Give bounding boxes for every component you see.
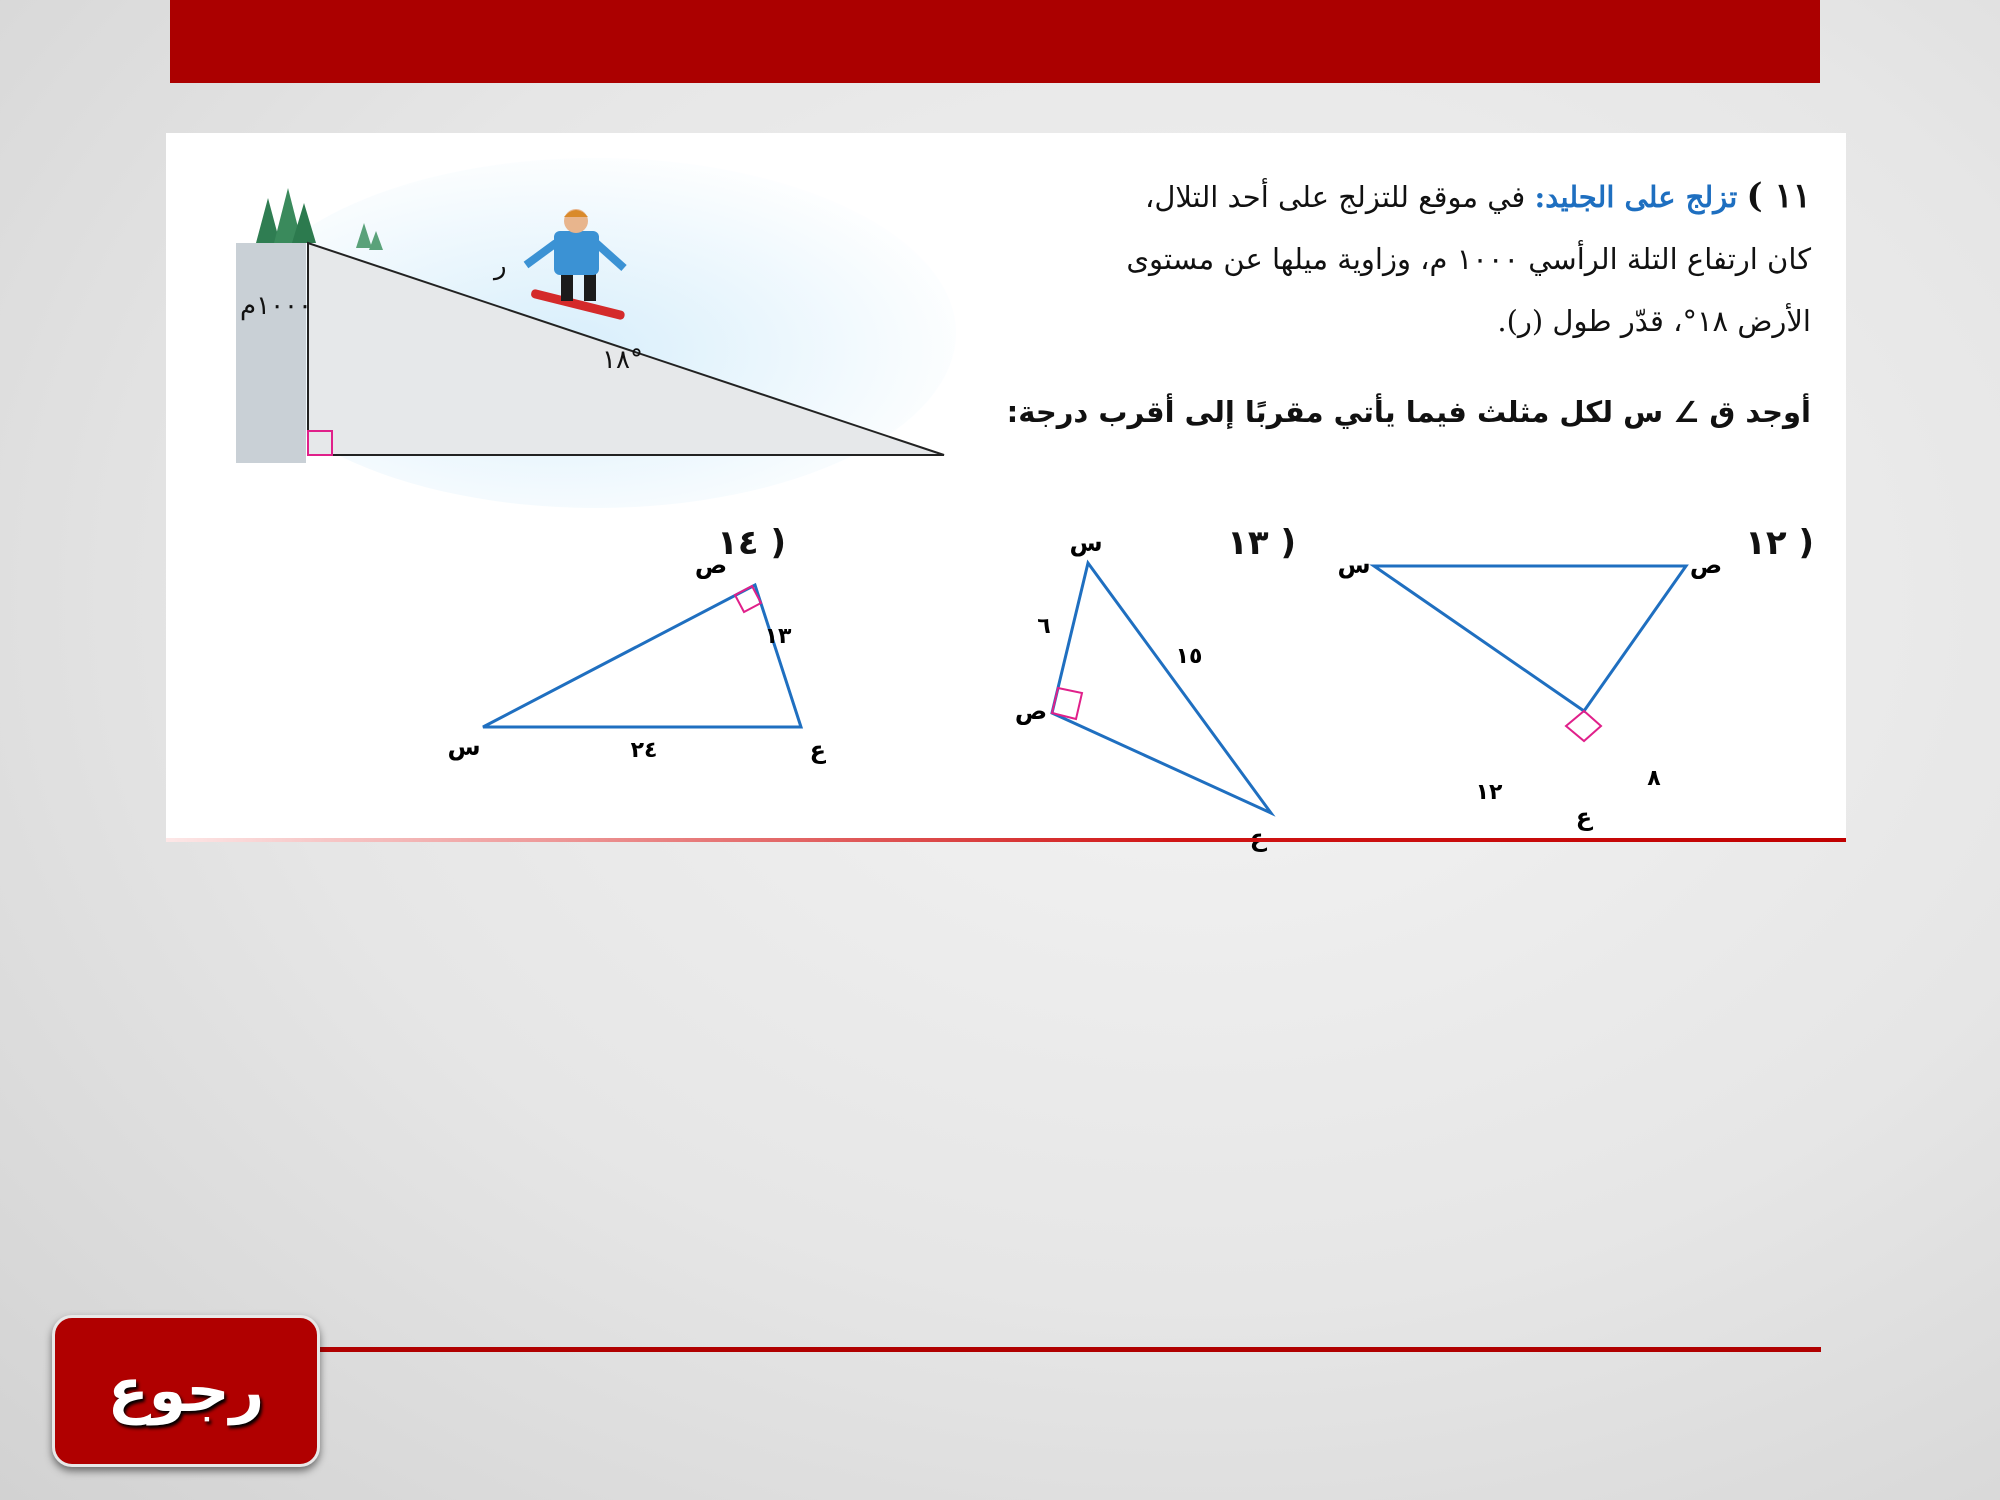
- problem-11-line-3: الأرض ١٨°، قدّر طول (ر).: [1497, 304, 1811, 338]
- ski-slope-figure: [236, 153, 956, 533]
- triangle-14-vertex-s: ص: [694, 551, 728, 579]
- content-panel: [166, 133, 1846, 840]
- triangle-14-side-13: ١٣: [764, 624, 792, 649]
- problem-11-line-1: في موقع للتزلج على أحد التلال،: [1144, 180, 1526, 214]
- back-button-label: رجوع: [107, 1356, 265, 1426]
- problem-11-title: تزلج على الجليد:: [1534, 180, 1738, 214]
- triangle-13-vertex-x: س: [1069, 529, 1103, 557]
- triangle-14-vertex-e: ع: [809, 736, 826, 764]
- triangle-12-side-12: ١٢: [1475, 780, 1503, 805]
- triangle-13-side-15: ١٥: [1175, 644, 1203, 669]
- problem-11-line-2: كان ارتفاع التلة الرأسي ١٠٠٠ م، وزاوية ميلها عن مستوى: [1126, 242, 1811, 276]
- triangle-14: [266, 533, 826, 813]
- problem-14-number: ١٤ ): [717, 523, 786, 563]
- triangle-12-side-8: ٨: [1647, 766, 1661, 791]
- cliff-face: [236, 243, 306, 463]
- bottom-divider: [315, 1347, 1821, 1352]
- triangle-12-vertex-x: س: [1337, 551, 1371, 579]
- problem-13-number: ١٣ ): [1227, 523, 1296, 563]
- hypotenuse-label: ر: [494, 251, 507, 281]
- triangle-13-side-6: ٦: [1037, 614, 1051, 639]
- height-label: ١٠٠٠م: [240, 291, 312, 321]
- problem-11-text: ١١ ) تزلج على الجليد: في موقع للتزلج على أحد التلال، كان ارتفاع التلة الرأسي ١٠٠٠ م، وزاوية ميلها عن مستوى الأرض ١٨°، قدّر طول (ر).: [911, 165, 1811, 352]
- triangle-13-vertex-s: ص: [1014, 697, 1048, 725]
- problem-12-number: ١٢ ): [1745, 523, 1814, 563]
- angle-label: ١٨°: [602, 345, 643, 375]
- instruction-text: أوجد ق ∠ س لكل مثلث فيما يأتي مقربًا إلى أقرب درجة:: [1006, 395, 1811, 429]
- triangle-12-vertex-s: ص: [1689, 551, 1723, 579]
- triangle-12: [1326, 513, 1756, 843]
- panel-underline: [166, 838, 1846, 842]
- back-button[interactable]: [52, 1315, 320, 1467]
- triangle-13: [816, 523, 1296, 853]
- triangle-14-vertex-x: س: [447, 733, 481, 761]
- triangle-14-side-24: ٢٤: [630, 738, 658, 763]
- snowboarder-jacket: [554, 231, 599, 275]
- triangle-12-vertex-e: ع: [1575, 803, 1593, 831]
- problem-11-number: ١١: [1774, 176, 1811, 216]
- top-red-bar: [170, 0, 1820, 83]
